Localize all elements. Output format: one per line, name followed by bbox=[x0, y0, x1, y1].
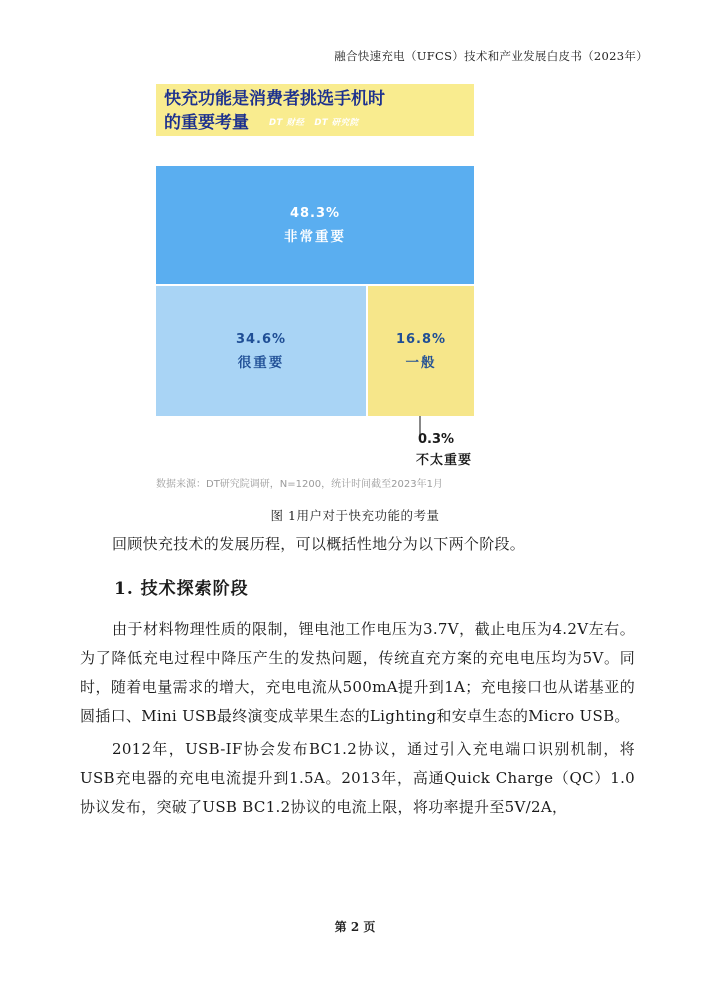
figure-title-banner bbox=[156, 84, 474, 136]
figure-title-line2: 的重要考量 bbox=[164, 113, 249, 133]
brand-logo-dt-institute: DT 研究院 bbox=[314, 118, 359, 128]
page-number: 第 2 页 bbox=[334, 920, 376, 934]
block-percent: 48.3% bbox=[289, 205, 341, 221]
small-block-label: 不太重要 bbox=[416, 453, 473, 468]
block-label: 很重要 bbox=[237, 354, 285, 371]
section-heading: 1. 技术探索阶段 bbox=[114, 579, 249, 599]
figure-treemap bbox=[154, 80, 574, 490]
paragraph-body: 2012年，USB-IF协会发布BC1.2协议，通过引入充电端口识别机制，将USB充电器的充电电流提升到1.5A。2013年，高通Quick Charge（QC）1.0协议发布，突破了USB BC1.2协议的电流上限，将功率提升至5V/2A， bbox=[80, 740, 635, 816]
figure-caption: 图 1用户对于快充功能的考量 bbox=[270, 508, 440, 523]
block-percent: 16.8% bbox=[395, 331, 447, 347]
page-header: 融合快速充电（UFCS）技术和产业发展白皮书（2023年） bbox=[334, 49, 648, 63]
small-block-percent: 0.3% bbox=[418, 432, 455, 447]
block-label: 非常重要 bbox=[284, 228, 346, 245]
brand-logo-dt-finance: DT 财经 bbox=[269, 118, 305, 128]
treemap-block-neutral bbox=[366, 284, 474, 416]
paragraph-body: 由于材料物理性质的限制，锂电池工作电压为3.7V，截止电压为4.2V左右。为了降低充电过程中降压产生的发热问题，传统直充方案的充电电压均为5V。同时，随着电量需求的增大，充电电流从500mA提升到1A；充电接口也从诺基亚的圆插口、Mini USB最终演变成苹果生态的Lighting和安卓生态的Micro USB。 bbox=[80, 620, 635, 725]
paragraph-intro: 回顾快充技术的发展历程，可以概括性地分为以下两个阶段。 bbox=[112, 535, 526, 553]
block-percent: 34.6% bbox=[235, 331, 287, 347]
block-label: 一般 bbox=[405, 354, 437, 371]
treemap-block-very-important bbox=[156, 166, 474, 284]
treemap-area bbox=[156, 166, 474, 416]
figure-source-note: 数据来源：DT研究院调研，N=1200，统计时间截至2023年1月 bbox=[156, 479, 443, 490]
treemap-block-important bbox=[156, 284, 366, 416]
figure-title-line1: 快充功能是消费者挑选手机时 bbox=[164, 89, 385, 109]
